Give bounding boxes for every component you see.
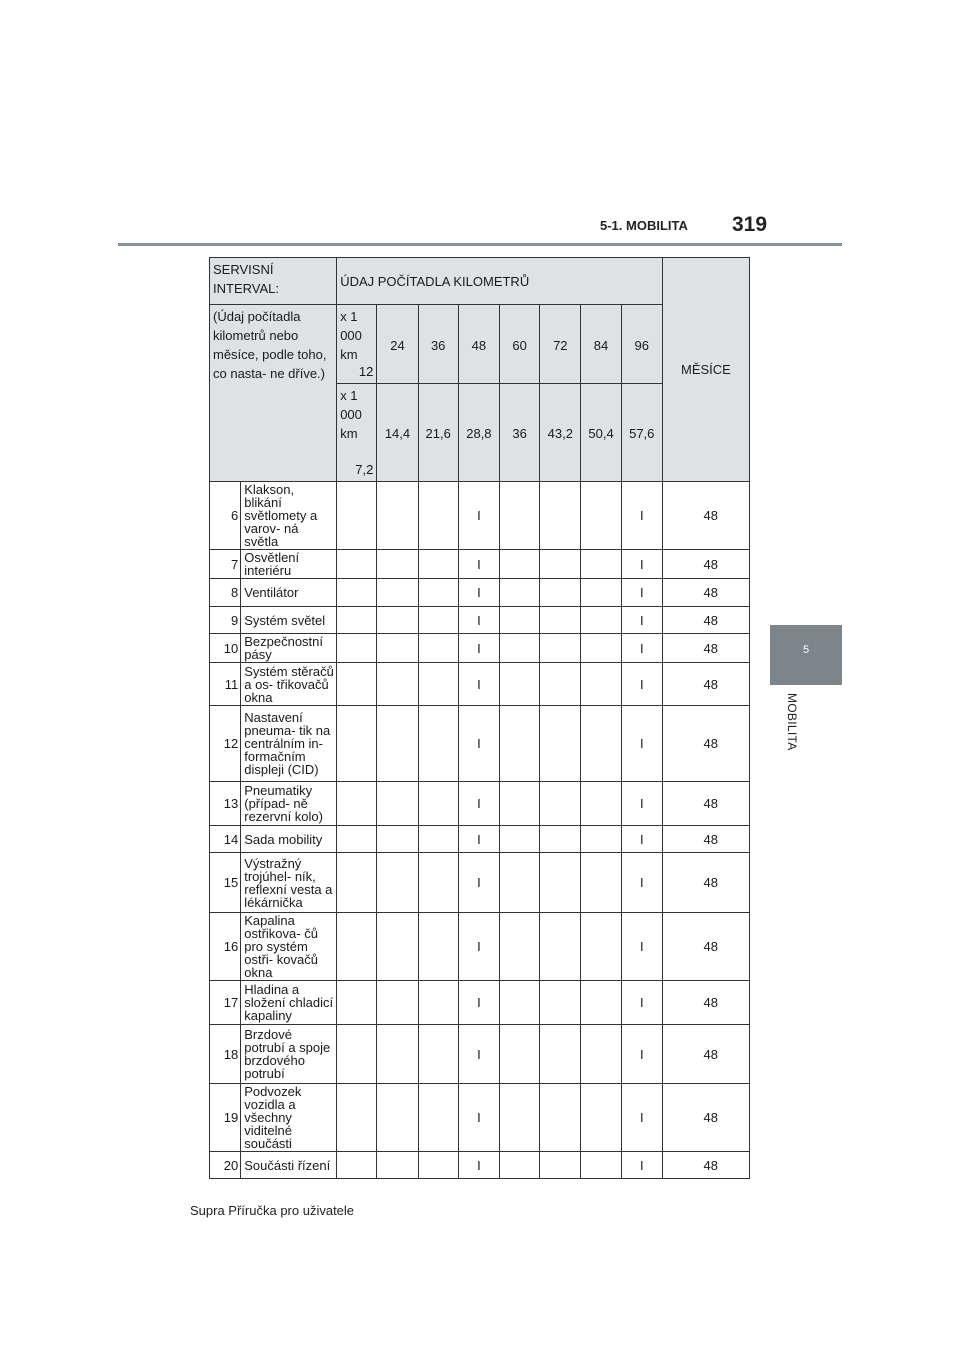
row-item: Brzdové potrubí a spoje brzdového potrubí bbox=[241, 1025, 337, 1084]
empty-cell bbox=[540, 663, 581, 706]
row-number: 18 bbox=[210, 1025, 241, 1084]
empty-cell bbox=[337, 706, 377, 782]
empty-cell bbox=[418, 550, 458, 579]
row-number: 15 bbox=[210, 853, 241, 913]
check-mark-48: I bbox=[458, 579, 499, 607]
chapter-tab bbox=[770, 625, 842, 685]
empty-cell bbox=[500, 913, 540, 981]
row-number: 12 bbox=[210, 706, 241, 782]
check-mark-96: I bbox=[621, 634, 662, 663]
row-item: Klakson, blikání světlomety a varov- ná světla bbox=[241, 482, 337, 550]
empty-cell bbox=[418, 1025, 458, 1084]
check-mark-48: I bbox=[458, 913, 499, 981]
section-title: 5-1. MOBILITA bbox=[600, 218, 688, 233]
empty-cell bbox=[500, 706, 540, 782]
row-item: Bezpečnostní pásy bbox=[241, 634, 337, 663]
empty-cell bbox=[500, 634, 540, 663]
empty-cell bbox=[540, 706, 581, 782]
row-item: Součásti řízení bbox=[241, 1152, 337, 1179]
empty-cell bbox=[500, 853, 540, 913]
empty-cell bbox=[337, 1152, 377, 1179]
empty-cell bbox=[377, 981, 418, 1025]
header-rule bbox=[118, 243, 842, 246]
empty-cell bbox=[337, 607, 377, 634]
empty-cell bbox=[581, 706, 621, 782]
empty-cell bbox=[337, 579, 377, 607]
empty-cell bbox=[377, 634, 418, 663]
row-months: 48 bbox=[662, 853, 749, 913]
row-months: 48 bbox=[662, 1025, 749, 1084]
km-interval-value: 96 bbox=[621, 305, 662, 384]
row-number: 19 bbox=[210, 1084, 241, 1152]
km-interval-value: 12 bbox=[358, 364, 374, 379]
check-mark-48: I bbox=[458, 634, 499, 663]
check-mark-48: I bbox=[458, 826, 499, 853]
empty-cell bbox=[377, 706, 418, 782]
row-months: 48 bbox=[662, 579, 749, 607]
table-row bbox=[210, 1025, 750, 1084]
empty-cell bbox=[377, 1152, 418, 1179]
empty-cell bbox=[581, 663, 621, 706]
km-interval-value: 72 bbox=[540, 305, 581, 384]
row-item: Kapalina ostřikova- čů pro systém ostři- kovačů okna bbox=[241, 913, 337, 981]
footer-text: Supra Příručka pro uživatele bbox=[190, 1203, 355, 1218]
empty-cell bbox=[418, 634, 458, 663]
empty-cell bbox=[581, 1025, 621, 1084]
empty-cell bbox=[418, 782, 458, 826]
empty-cell bbox=[540, 1084, 581, 1152]
chapter-tab-label: MOBILITA bbox=[785, 693, 799, 751]
check-mark-96: I bbox=[621, 550, 662, 579]
row-months: 48 bbox=[662, 826, 749, 853]
empty-cell bbox=[581, 826, 621, 853]
km-interval-value: 48 bbox=[458, 305, 499, 384]
row-number: 8 bbox=[210, 579, 241, 607]
empty-cell bbox=[337, 853, 377, 913]
check-mark-96: I bbox=[621, 913, 662, 981]
empty-cell bbox=[337, 550, 377, 579]
empty-cell bbox=[377, 853, 418, 913]
row-item: Podvozek vozidla a všechny viditelné součásti bbox=[241, 1084, 337, 1152]
table-row bbox=[210, 550, 750, 579]
km-interval-value: 84 bbox=[581, 305, 621, 384]
empty-cell bbox=[540, 550, 581, 579]
row-item: Hladina a složení chladicí kapaliny bbox=[241, 981, 337, 1025]
row-item: Výstražný trojúhel- ník, reflexní vesta a lékárnička bbox=[241, 853, 337, 913]
empty-cell bbox=[581, 482, 621, 550]
row-months: 48 bbox=[662, 1084, 749, 1152]
row-number: 20 bbox=[210, 1152, 241, 1179]
empty-cell bbox=[377, 826, 418, 853]
table-row bbox=[210, 482, 750, 550]
row-number: 16 bbox=[210, 913, 241, 981]
table-row bbox=[210, 579, 750, 607]
empty-cell bbox=[337, 782, 377, 826]
empty-cell bbox=[418, 913, 458, 981]
row-months: 48 bbox=[662, 550, 749, 579]
empty-cell bbox=[540, 853, 581, 913]
empty-cell bbox=[377, 579, 418, 607]
table-row bbox=[210, 1152, 750, 1179]
secondary-interval-value: 36 bbox=[500, 384, 540, 482]
row-months: 48 bbox=[662, 706, 749, 782]
empty-cell bbox=[500, 550, 540, 579]
check-mark-48: I bbox=[458, 1152, 499, 1179]
empty-cell bbox=[377, 1025, 418, 1084]
row-number: 17 bbox=[210, 981, 241, 1025]
check-mark-48: I bbox=[458, 981, 499, 1025]
empty-cell bbox=[581, 913, 621, 981]
empty-cell bbox=[418, 579, 458, 607]
km-interval-value: 60 bbox=[500, 305, 540, 384]
empty-cell bbox=[540, 482, 581, 550]
empty-cell bbox=[377, 663, 418, 706]
check-mark-96: I bbox=[621, 663, 662, 706]
empty-cell bbox=[418, 607, 458, 634]
row-item: Systém stěračů a os- třikovačů okna bbox=[241, 663, 337, 706]
chapter-tab-number: 5 bbox=[802, 644, 810, 656]
row-item: Ventilátor bbox=[241, 579, 337, 607]
check-mark-96: I bbox=[621, 981, 662, 1025]
table-row bbox=[210, 706, 750, 782]
check-mark-48: I bbox=[458, 607, 499, 634]
empty-cell bbox=[540, 607, 581, 634]
empty-cell bbox=[418, 981, 458, 1025]
row-number: 14 bbox=[210, 826, 241, 853]
odometer-label: ÚDAJ POČÍTADLA KILOMETRŮ bbox=[337, 258, 663, 305]
empty-cell bbox=[581, 634, 621, 663]
empty-cell bbox=[540, 1025, 581, 1084]
check-mark-48: I bbox=[458, 663, 499, 706]
check-mark-96: I bbox=[621, 1025, 662, 1084]
empty-cell bbox=[337, 913, 377, 981]
empty-cell bbox=[337, 826, 377, 853]
interval-note: (Údaj počítadla kilometrů nebo měsíce, podle toho, co nasta- ne dříve.) bbox=[210, 305, 337, 482]
empty-cell bbox=[581, 607, 621, 634]
empty-cell bbox=[337, 1084, 377, 1152]
empty-cell bbox=[377, 913, 418, 981]
secondary-interval-value: 57,6 bbox=[621, 384, 662, 482]
check-mark-96: I bbox=[621, 579, 662, 607]
empty-cell bbox=[500, 826, 540, 853]
row-item: Nastavení pneuma- tik na centrálním in- formačním displeji (CID) bbox=[241, 706, 337, 782]
empty-cell bbox=[581, 579, 621, 607]
table-row bbox=[210, 913, 750, 981]
empty-cell bbox=[500, 579, 540, 607]
page-number: 319 bbox=[732, 213, 768, 236]
check-mark-96: I bbox=[621, 782, 662, 826]
secondary-interval-value: 21,6 bbox=[418, 384, 458, 482]
row-number: 11 bbox=[210, 663, 241, 706]
empty-cell bbox=[540, 579, 581, 607]
check-mark-48: I bbox=[458, 706, 499, 782]
row-number: 7 bbox=[210, 550, 241, 579]
table-row bbox=[210, 826, 750, 853]
empty-cell bbox=[337, 663, 377, 706]
empty-cell bbox=[581, 550, 621, 579]
row-number: 10 bbox=[210, 634, 241, 663]
check-mark-96: I bbox=[621, 1084, 662, 1152]
empty-cell bbox=[337, 482, 377, 550]
empty-cell bbox=[377, 482, 418, 550]
empty-cell bbox=[500, 1025, 540, 1084]
empty-cell bbox=[581, 1152, 621, 1179]
empty-cell bbox=[540, 913, 581, 981]
check-mark-48: I bbox=[458, 550, 499, 579]
table-row bbox=[210, 634, 750, 663]
empty-cell bbox=[418, 1084, 458, 1152]
empty-cell bbox=[581, 782, 621, 826]
check-mark-48: I bbox=[458, 1025, 499, 1084]
empty-cell bbox=[540, 826, 581, 853]
empty-cell bbox=[500, 663, 540, 706]
empty-cell bbox=[337, 1025, 377, 1084]
table-row bbox=[210, 607, 750, 634]
row-item: Systém světel bbox=[241, 607, 337, 634]
row-item: Pneumatiky (případ- ně rezervní kolo) bbox=[241, 782, 337, 826]
check-mark-48: I bbox=[458, 782, 499, 826]
row-months: 48 bbox=[662, 1152, 749, 1179]
empty-cell bbox=[337, 981, 377, 1025]
row-months: 48 bbox=[662, 607, 749, 634]
table-row bbox=[210, 853, 750, 913]
table-row bbox=[210, 1084, 750, 1152]
check-mark-96: I bbox=[621, 482, 662, 550]
table-row bbox=[210, 663, 750, 706]
empty-cell bbox=[500, 607, 540, 634]
row-months: 48 bbox=[662, 482, 749, 550]
secondary-interval-value: 50,4 bbox=[581, 384, 621, 482]
empty-cell bbox=[540, 782, 581, 826]
check-mark-96: I bbox=[621, 1152, 662, 1179]
row-months: 48 bbox=[662, 981, 749, 1025]
maintenance-table bbox=[209, 257, 750, 1179]
secondary-interval-value: 43,2 bbox=[540, 384, 581, 482]
months-label: MĚSÍCE bbox=[662, 258, 749, 482]
check-mark-48: I bbox=[458, 853, 499, 913]
empty-cell bbox=[377, 550, 418, 579]
row-number: 9 bbox=[210, 607, 241, 634]
check-mark-48: I bbox=[458, 482, 499, 550]
empty-cell bbox=[377, 782, 418, 826]
empty-cell bbox=[540, 634, 581, 663]
unit-label-km: x 1 000 km 12 bbox=[337, 305, 377, 384]
empty-cell bbox=[581, 853, 621, 913]
service-interval-label: SERVISNÍ INTERVAL: bbox=[210, 258, 337, 305]
empty-cell bbox=[500, 482, 540, 550]
empty-cell bbox=[581, 981, 621, 1025]
row-months: 48 bbox=[662, 913, 749, 981]
empty-cell bbox=[500, 981, 540, 1025]
check-mark-96: I bbox=[621, 853, 662, 913]
empty-cell bbox=[418, 482, 458, 550]
unit-label-secondary: x 1 000 km 7,2 bbox=[337, 384, 377, 482]
secondary-interval-value: 7,2 bbox=[355, 462, 374, 477]
empty-cell bbox=[500, 1084, 540, 1152]
row-item: Osvětlení interiéru bbox=[241, 550, 337, 579]
empty-cell bbox=[418, 826, 458, 853]
empty-cell bbox=[377, 607, 418, 634]
empty-cell bbox=[337, 634, 377, 663]
check-mark-96: I bbox=[621, 607, 662, 634]
empty-cell bbox=[540, 1152, 581, 1179]
row-item: Sada mobility bbox=[241, 826, 337, 853]
table-row bbox=[210, 782, 750, 826]
km-interval-value: 36 bbox=[418, 305, 458, 384]
row-number: 13 bbox=[210, 782, 241, 826]
empty-cell bbox=[540, 981, 581, 1025]
row-months: 48 bbox=[662, 782, 749, 826]
empty-cell bbox=[500, 782, 540, 826]
km-interval-value: 24 bbox=[377, 305, 418, 384]
check-mark-96: I bbox=[621, 706, 662, 782]
empty-cell bbox=[418, 663, 458, 706]
empty-cell bbox=[418, 1152, 458, 1179]
empty-cell bbox=[581, 1084, 621, 1152]
table-row bbox=[210, 981, 750, 1025]
empty-cell bbox=[500, 1152, 540, 1179]
row-months: 48 bbox=[662, 663, 749, 706]
empty-cell bbox=[418, 706, 458, 782]
check-mark-96: I bbox=[621, 826, 662, 853]
empty-cell bbox=[377, 1084, 418, 1152]
row-number: 6 bbox=[210, 482, 241, 550]
secondary-interval-value: 28,8 bbox=[458, 384, 499, 482]
row-months: 48 bbox=[662, 634, 749, 663]
secondary-interval-value: 14,4 bbox=[377, 384, 418, 482]
empty-cell bbox=[418, 853, 458, 913]
check-mark-48: I bbox=[458, 1084, 499, 1152]
